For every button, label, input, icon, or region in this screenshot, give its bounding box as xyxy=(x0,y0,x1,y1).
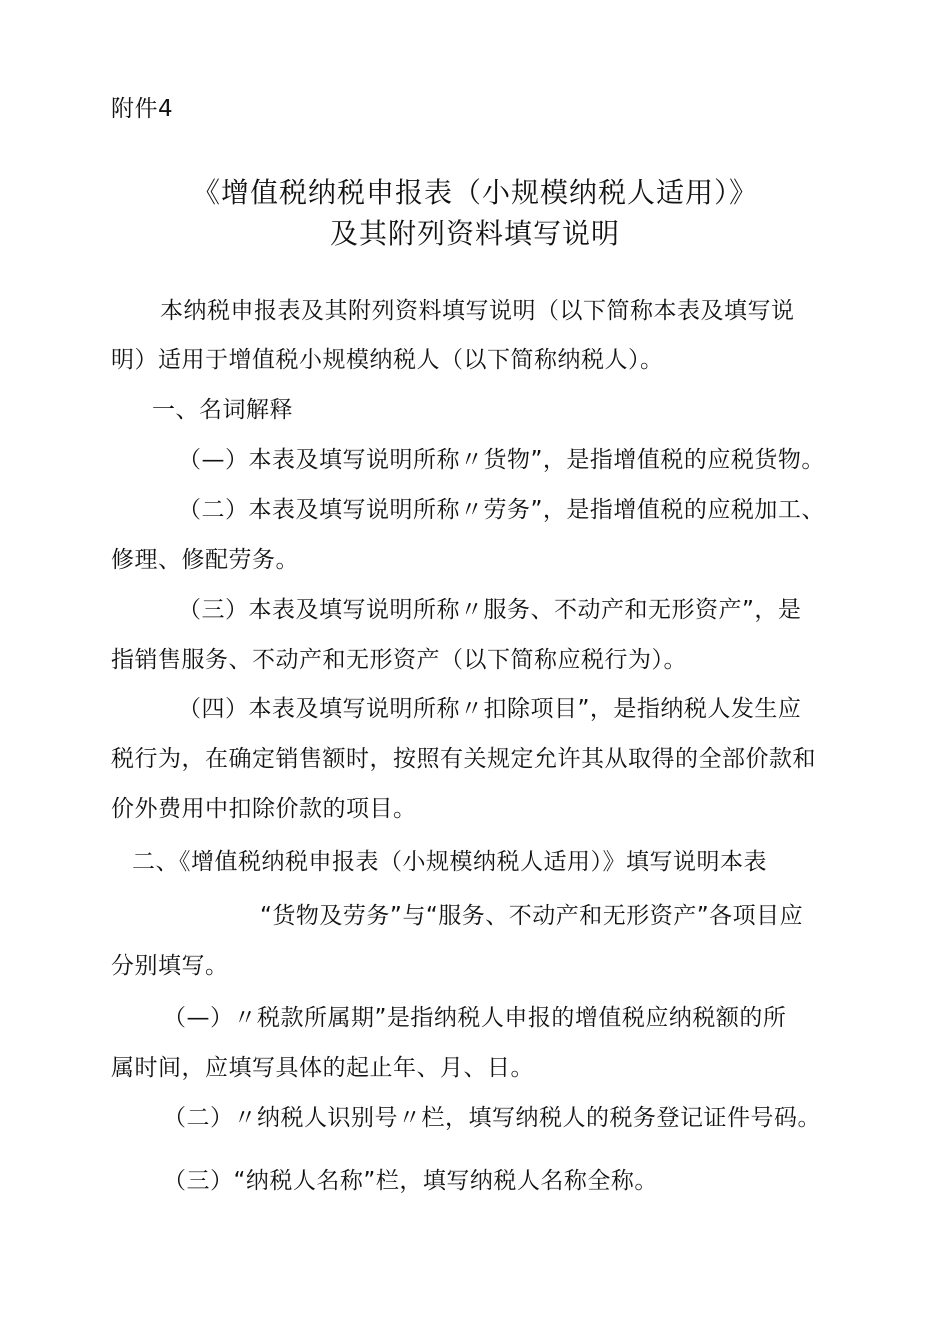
section-2-item-2: （二）〃纳税人识别号〃栏，填写纳税人的税务登记证件号码。 xyxy=(163,1105,821,1131)
section-1-item-3-line-1: （三）本表及填写说明所称〃服务、不动产和无形资产”，是 xyxy=(178,597,802,623)
attachment-label: 附件4 xyxy=(111,96,174,122)
intro-paragraph-line-2: 明）适用于增值税小规模纳税人（以下简称纳税人）。 xyxy=(111,347,664,373)
section-2-intro-line-2: 分别填写。 xyxy=(111,953,229,979)
document-title-line-1: 《增值税纳税申报表（小规模纳税人适用）》 xyxy=(191,176,758,209)
section-2-item-1-line-2: 属时间，应填写具体的起止年、月、日。 xyxy=(111,1055,534,1081)
section-2-heading: 二、《增值税纳税申报表（小规模纳税人适用）》填写说明本表 xyxy=(132,849,767,875)
section-1-item-4-line-3: 价外费用中扣除价款的项目。 xyxy=(111,796,417,822)
section-1-item-3-line-2: 指销售服务、不动产和无形资产（以下简称应税行为）。 xyxy=(111,647,687,673)
intro-paragraph-line-1: 本纳税申报表及其附列资料填写说明（以下简称本表及填写说 xyxy=(160,298,795,324)
section-1-item-2-line-2: 修理、修配劳务。 xyxy=(111,547,299,573)
section-1-item-2-line-1: （二）本表及填写说明所称〃劳务”，是指增值税的应税加工、 xyxy=(178,497,825,523)
document-title-line-2: 及其附列资料填写说明 xyxy=(329,217,620,250)
section-2-item-1-line-1: （—）〃税款所属期”是指纳税人申报的增值税应纳税额的所 xyxy=(163,1005,787,1031)
section-2-intro-line-1: “货物及劳务”与“服务、不动产和无形资产”各项目应 xyxy=(260,903,804,929)
section-2-item-3: （三）“纳税人名称”栏，填写纳税人名称全称。 xyxy=(163,1168,658,1194)
section-1-item-4-line-1: （四）本表及填写说明所称〃扣除项目”，是指纳税人发生应 xyxy=(178,696,802,722)
section-1-heading: 一、名词解释 xyxy=(152,397,293,423)
section-1-item-4-line-2: 税行为，在确定销售额时，按照有关规定允许其从取得的全部价款和 xyxy=(111,746,816,772)
section-1-item-1: （—）本表及填写说明所称〃货物”，是指增值税的应税货物。 xyxy=(178,447,825,473)
